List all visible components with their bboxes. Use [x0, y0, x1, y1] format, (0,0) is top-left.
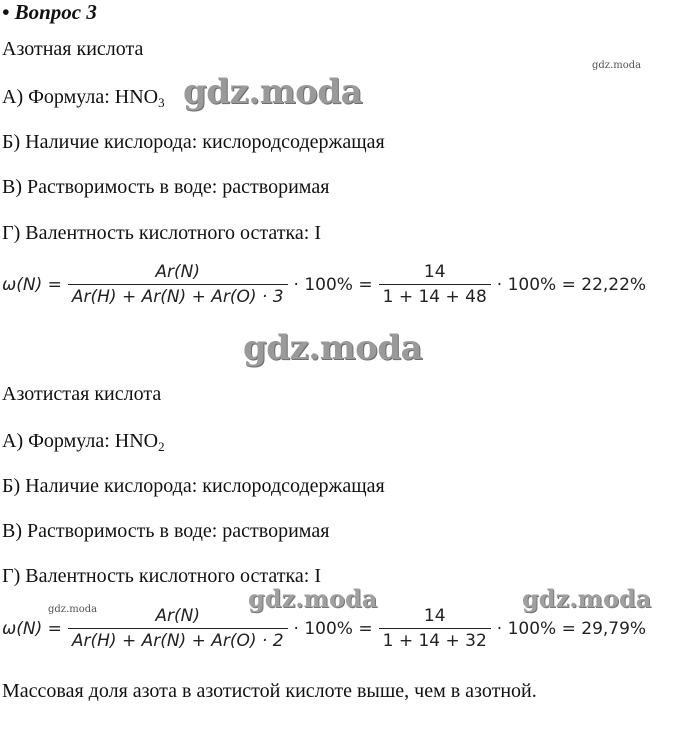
numeric-fraction [379, 262, 491, 307]
nitrous-formula-subscript: 2 [158, 439, 165, 454]
nitric-valence: Г) Валентность кислотного остатка: I [2, 222, 321, 244]
result: · 100% = 29,79% [496, 618, 647, 639]
watermark-small: gdz.moda [48, 604, 98, 615]
fraction-denominator: 1 + 14 + 32 [382, 631, 487, 651]
nitrous-valence: Г) Валентность кислотного остатка: I [2, 565, 321, 587]
bullet: • [2, 0, 10, 24]
watermark-logo: gdz.moda [183, 72, 363, 112]
fraction-numerator: 14 [423, 606, 446, 626]
nitric-mass-fraction-equation [2, 262, 646, 307]
nitrous-mass-fraction-equation [2, 606, 646, 651]
question-title [2, 0, 97, 25]
fraction-denominator: Ar(H) + Ar(N) + Ar(O) · 3 [71, 287, 284, 307]
nitrous-formula-text: А) Формула: HNO [2, 430, 159, 452]
nitric-heading: Азотная кислота [2, 38, 144, 60]
watermark-small: gdz.moda [592, 60, 642, 71]
result: · 100% = 22,22% [496, 274, 647, 295]
nitrous-formula [2, 430, 165, 455]
fraction-numerator: 14 [423, 262, 446, 282]
times-100-percent: · 100% = [293, 274, 373, 295]
nitrous-oxygen: Б) Наличие кислорода: кислородсодержащая [2, 475, 385, 497]
fraction-denominator: Ar(H) + Ar(N) + Ar(O) · 2 [71, 631, 284, 651]
watermark-logo: gdz.moda [248, 584, 378, 613]
conclusion: Массовая доля азота в азотистой кислоте выше, чем в азотной. [2, 680, 537, 702]
nitric-formula-subscript: 3 [158, 95, 165, 110]
numeric-fraction [379, 606, 491, 651]
question-title-text: Вопрос 3 [14, 0, 97, 24]
nitric-formula [2, 86, 165, 111]
times-100-percent: · 100% = [293, 618, 373, 639]
omega-lhs: ω(N) = [2, 274, 62, 295]
general-fraction [68, 262, 288, 307]
nitrous-solubility: В) Растворимость в воде: растворимая [2, 520, 330, 542]
fraction-numerator: Ar(N) [155, 262, 201, 282]
watermark-logo: gdz.moda [243, 328, 423, 368]
watermark-logo: gdz.moda [522, 584, 652, 613]
fraction-denominator: 1 + 14 + 48 [382, 287, 487, 307]
nitric-solubility: В) Растворимость в воде: растворимая [2, 176, 330, 198]
nitric-oxygen: Б) Наличие кислорода: кислородсодержащая [2, 131, 385, 153]
omega-lhs: ω(N) = [2, 618, 62, 639]
fraction-numerator: Ar(N) [155, 606, 201, 626]
nitrous-heading: Азотистая кислота [2, 383, 162, 405]
general-fraction [68, 606, 288, 651]
nitric-formula-text: А) Формула: HNO [2, 86, 159, 108]
